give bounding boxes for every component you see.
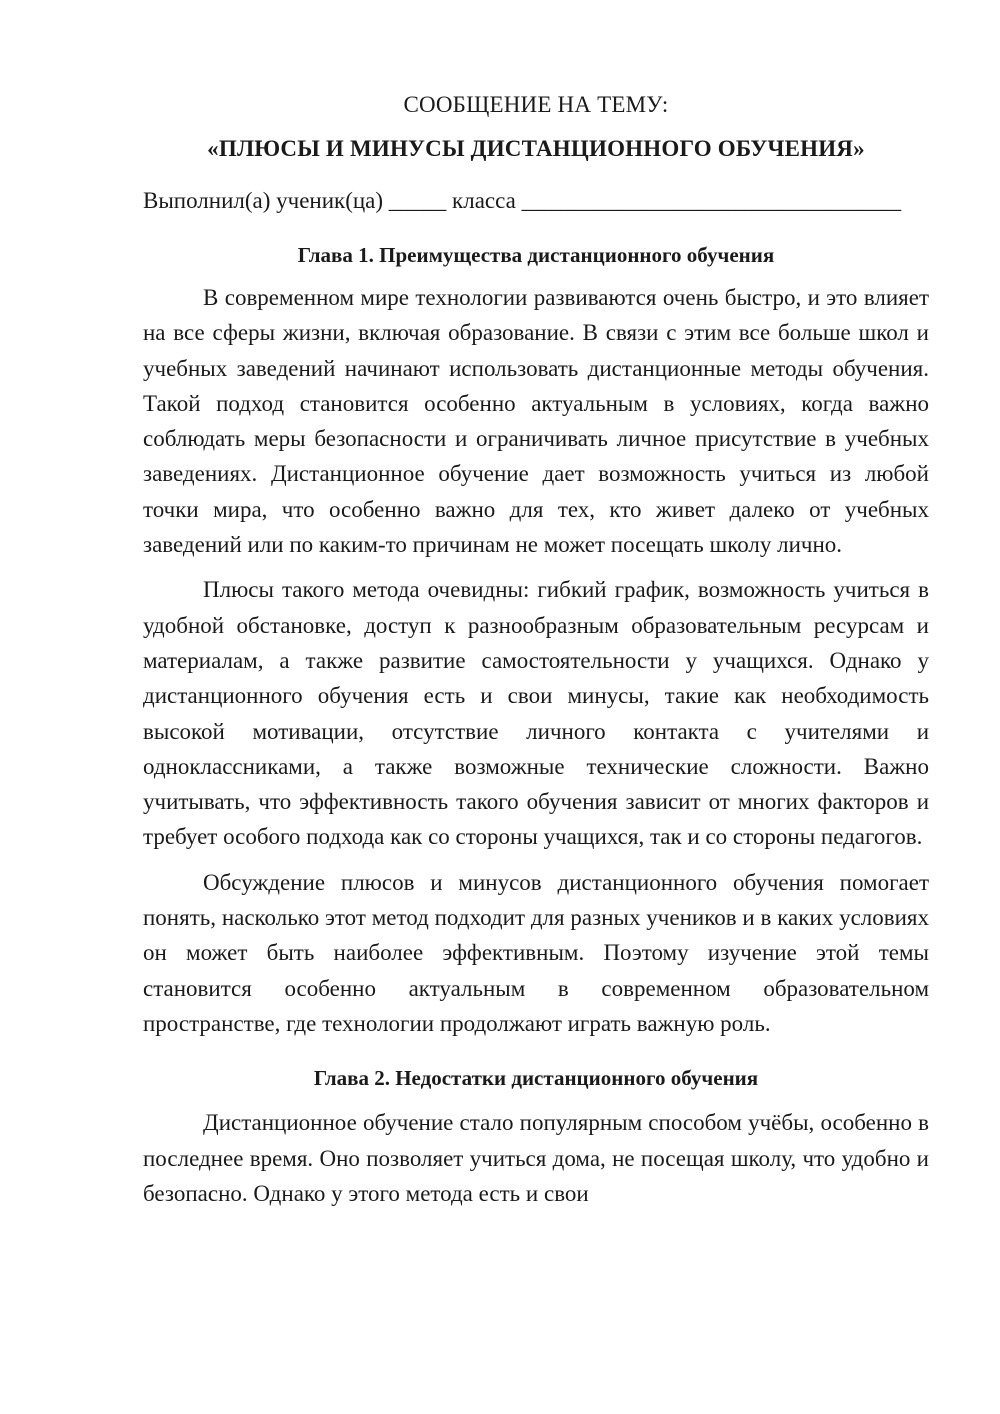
chapter-2-paragraph-1: Дистанционное обучение стало популярным способом учёбы, особенно в последнее время. Оно позволяет учиться дома, не посещая школу, что удобно и безопасно. Однако у этого метода есть и свои [143,1110,929,1206]
chapter-2 [143,1063,929,1211]
chapter-1-paragraph-2: Плюсы такого метода очевидны: гибкий график, возможность учиться в удобной обстановке, доступ к разнообразным образовательным ресурсам и материалам, а также развитие самостоятельности у учащихся. Однако у дистанционного обучения есть и свои минусы, такие как необходимость высокой мотивации, отсутствие личного контакта с учителями и одноклассниками, а также возможные технические сложности. Важно учитывать, что эффективность такого обучения зависит от многих факторов и требует особого подхода как со стороны учащихся, так и со стороны педагогов. [143,577,929,850]
document-body [143,90,929,1211]
chapter-1-paragraph-3: Обсуждение плюсов и минусов дистанционного обучения помогает понять, насколько этот метод подходит для разных учеников и в каких условиях он может быть наиболее эффективным. Поэтому изучение этой темы становится особенно актуальным в современном образовательном пространстве, где технологии продолжают играть важную роль. [143,869,929,1036]
chapter-1-paragraph-1: В современном мире технологии развиваются очень быстро, и это влияет на все сферы жизни, включая образование. В связи с этим все больше школ и учебных заведений начинают использовать дистанционные методы обучения. Такой подход становится особенно актуальным в условиях, когда важно соблюдать меры безопасности и ограничивать личное присутствие в учебных заведениях. Дистанционное обучение дает возможность учиться из любой точки мира, что особенно важно для тех, кто живет далеко от учебных заведений или по каким-то причинам не может посещать школу лично. [143,285,929,558]
document-title-line-1: СООБЩЕНИЕ НА ТЕМУ: [403,92,669,117]
chapter-2-heading: Глава 2. Недостатки дистанционного обучения [313,1066,759,1091]
chapter-1-heading: Глава 1. Преимущества дистанционного обучения [297,243,775,267]
document-title-line-2: «ПЛЮСЫ И МИНУСЫ ДИСТАНЦИОННОГО ОБУЧЕНИЯ» [207,136,865,161]
chapter-1 [143,240,929,1041]
author-line: Выполнил(а) ученик(ца) _____ класса _________________________________ [143,188,902,213]
